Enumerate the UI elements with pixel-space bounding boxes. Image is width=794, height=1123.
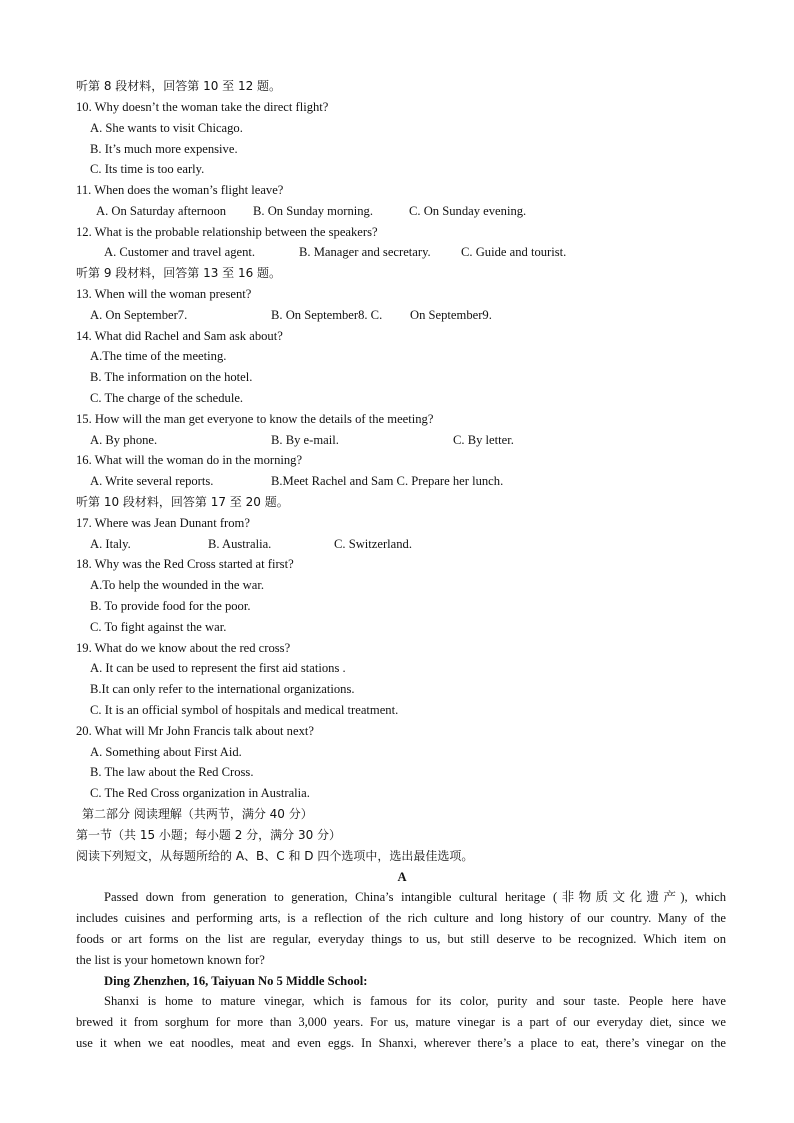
option-16b: B.Meet Rachel and Sam C. Prepare her lunch.: [271, 474, 504, 488]
passage-line: use it when we eat noodles, meat and even eggs. In Shanxi, wherever there’s a place to eat, there’s vinegar on the: [76, 1036, 726, 1050]
option-17a: A. Italy.: [90, 537, 131, 551]
passage-line: includes cuisines and performing arts, is a reflection of the rich culture and long history of our country. Many of the: [76, 911, 726, 925]
option-20b: B. The law about the Red Cross.: [90, 765, 254, 779]
instructions: 阅读下列短文，从每题所给的 A、B、C 和 D 四个选项中，选出最佳选项。: [76, 849, 474, 863]
passage-line: the list is your hometown known for?: [76, 953, 265, 967]
question-10: 10. Why doesn’t the woman take the direct flight?: [76, 100, 329, 114]
option-14a: A.The time of the meeting.: [90, 349, 227, 363]
option-12c: C. Guide and tourist.: [461, 245, 567, 259]
option-11b: B. On Sunday morning.: [253, 204, 373, 218]
option-13a: A. On September7.: [90, 308, 188, 322]
section-heading-8: 听第 8 段材料，回答第 10 至 12 题。: [76, 79, 282, 93]
option-15a: A. By phone.: [90, 433, 158, 447]
question-11: 11. When does the woman’s flight leave?: [76, 183, 284, 197]
passage-line: Shanxi is home to mature vinegar, which is famous for its color, purity and sour taste. People here have: [104, 994, 726, 1008]
option-11c: C. On Sunday evening.: [409, 204, 527, 218]
speaker-name: Ding Zhenzhen, 16, Taiyuan No 5 Middle School:: [104, 974, 368, 988]
option-17b: B. Australia.: [208, 537, 272, 551]
option-19c: C. It is an official symbol of hospitals and medical treatment.: [90, 703, 399, 717]
option-15c: C. By letter.: [453, 433, 514, 447]
option-10a: A. She wants to visit Chicago.: [90, 121, 243, 135]
option-12a: A. Customer and travel agent.: [104, 245, 256, 259]
passage-line: foods or art forms on the list are regular, everyday things to us, but still deserve to be recognized. Which item on: [76, 932, 726, 946]
question-17: 17. Where was Jean Dunant from?: [76, 516, 250, 530]
question-20: 20. What will Mr John Francis talk about next?: [76, 724, 314, 738]
option-19a: A. It can be used to represent the first aid stations .: [90, 661, 346, 675]
question-13: 13. When will the woman present?: [76, 287, 252, 301]
question-19: 19. What do we know about the red cross?: [76, 641, 291, 655]
option-20a: A. Something about First Aid.: [90, 745, 242, 759]
option-14c: C. The charge of the schedule.: [90, 391, 244, 405]
question-16: 16. What will the woman do in the morning?: [76, 453, 303, 467]
option-20c: C. The Red Cross organization in Australia.: [90, 786, 310, 800]
section-heading: 第一节（共 15 小题；每小题 2 分，满分 30 分）: [76, 828, 342, 842]
option-19b: B.It can only refer to the international organizations.: [90, 682, 355, 696]
part-heading: 第二部分 阅读理解（共两节，满分 40 分）: [82, 807, 313, 821]
option-16a: A. Write several reports.: [90, 474, 214, 488]
option-14b: B. The information on the hotel.: [90, 370, 253, 384]
option-18b: B. To provide food for the poor.: [90, 599, 251, 613]
passage-line: brewed it from sorghum for more than 3,000 years. For us, mature vinegar is a part of our everyday diet, since we: [76, 1015, 726, 1029]
option-17c: C. Switzerland.: [334, 537, 412, 551]
option-18c: C. To fight against the war.: [90, 620, 227, 634]
option-13b: B. On September8. C.: [271, 308, 383, 322]
question-12: 12. What is the probable relationship between the speakers?: [76, 225, 378, 239]
question-18: 18. Why was the Red Cross started at first?: [76, 557, 294, 571]
option-12b: B. Manager and secretary.: [299, 245, 431, 259]
option-10b: B. It’s much more expensive.: [90, 142, 238, 156]
question-15: 15. How will the man get everyone to know the details of the meeting?: [76, 412, 434, 426]
question-14: 14. What did Rachel and Sam ask about?: [76, 329, 283, 343]
option-18a: A.To help the wounded in the war.: [90, 578, 264, 592]
option-11a: A. On Saturday afternoon: [96, 204, 227, 218]
passage-line: Passed down from generation to generation, China’s intangible cultural heritage (非物质文化遗产), which: [104, 890, 726, 904]
option-10c: C. Its time is too early.: [90, 162, 205, 176]
section-heading-9: 听第 9 段材料，回答第 13 至 16 题。: [76, 266, 282, 280]
option-13c: On September9.: [410, 308, 492, 322]
option-15b: B. By e-mail.: [271, 433, 339, 447]
passage-letter: A: [397, 870, 407, 884]
section-heading-10: 听第 10 段材料，回答第 17 至 20 题。: [76, 495, 289, 509]
